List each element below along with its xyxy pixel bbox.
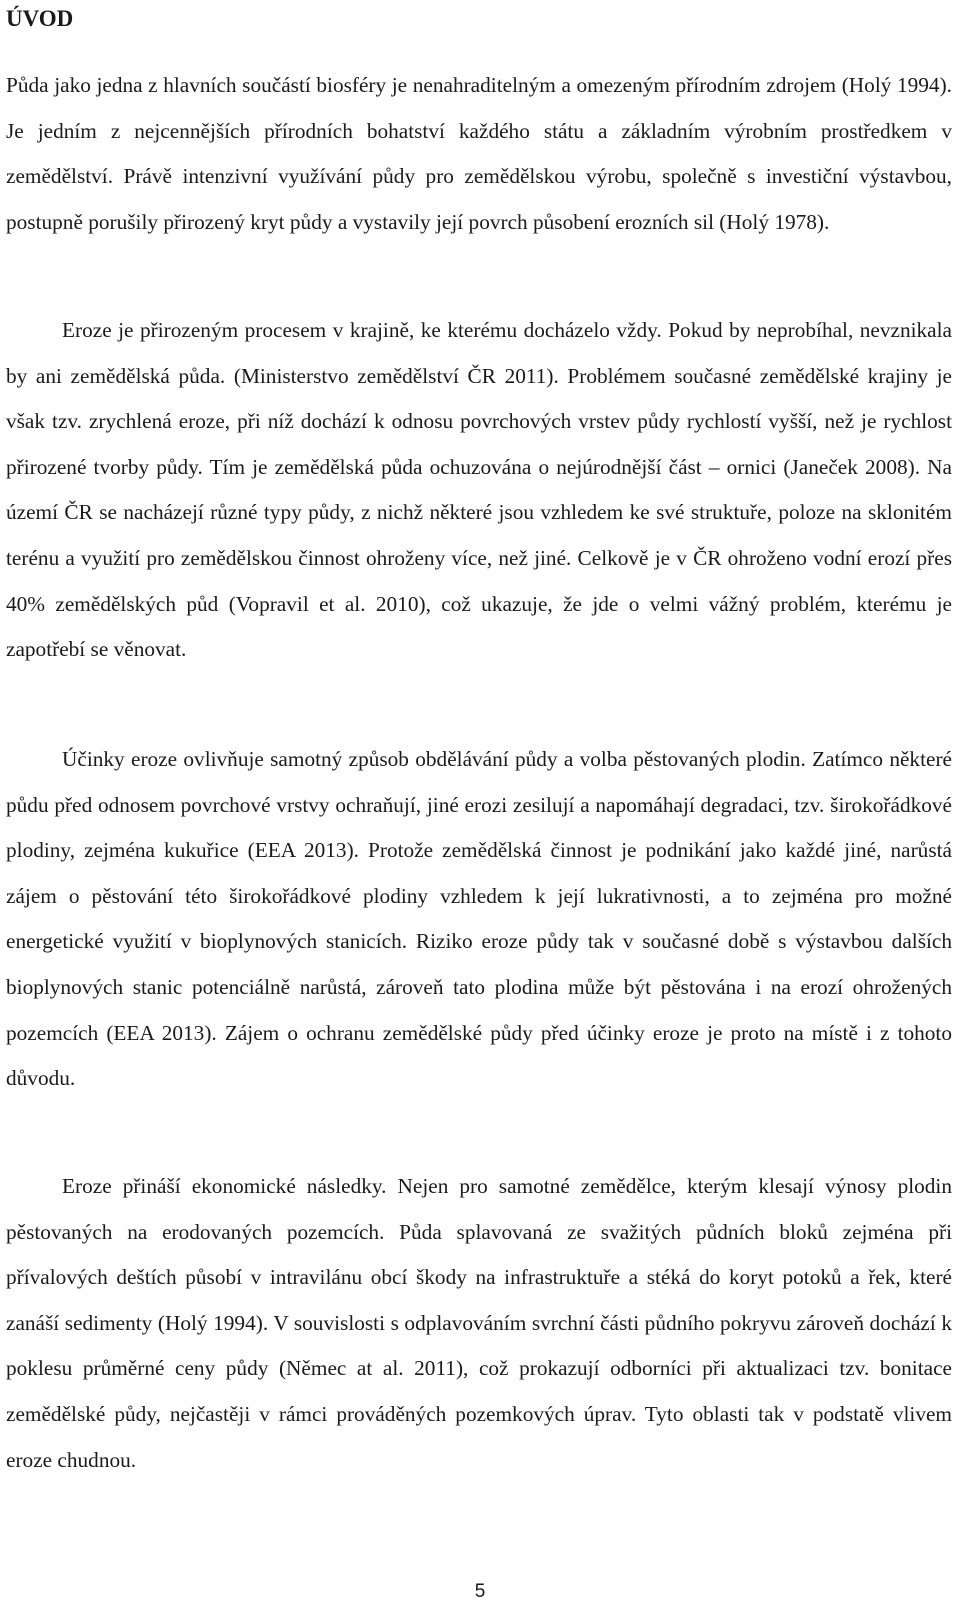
paragraph-2: Eroze je přirozeným procesem v krajině, ke kterému docházelo vždy. Pokud by neprobíhal, nevznikala by ani zemědělská půda. (Ministerstvo zemědělství ČR 2011). Problémem současné zemědělské krajiny je však tzv. zrychlená eroze, při níž dochází k odnosu povrchových vrstev půdy rychlostí vyšší, než je rychlost přirozené tvorby půdy. Tím je zemědělská půda ochuzována o nejúrodnější část – ornici (Janeček 2008). Na území ČR se nacházejí různé typy půdy, z nichž některé jsou vzhledem ke své struktuře, poloze na sklonitém terénu a využití pro zemědělskou činnost ohroženy více, než jiné. Celkově je v ČR ohroženo vodní erozí přes 40% zemědělských půd (Vopravil et al. 2010), což ukazuje, že jde o velmi vážný problém, kterému je zapotřebí se věnovat.	[6, 318, 952, 662]
paragraph-3: Účinky eroze ovlivňuje samotný způsob obdělávání půdy a volba pěstovaných plodin. Zatímco některé půdu před odnosem povrchové vrstvy ochraňují, jiné erozi zesilují a napomáhají degradaci, tzv. širokořádkové plodiny, zejména kukuřice (EEA 2013). Protože zemědělská činnost je podnikání jako každé jiné, narůstá zájem o pěstování této širokořádkové plodiny vzhledem k její lukrativnosti, a to zejména pro možné energetické využití v bioplynových stanicích. Riziko eroze půdy tak v současné době s výstavbou dalších bioplynových stanic potenciálně narůstá, zároveň tato plodina může být pěstována i na erozí ohrožených pozemcích (EEA 2013). Zájem o ochranu zemědělské půdy před účinky eroze je proto na místě i z tohoto důvodu.	[6, 747, 952, 1091]
section-heading: ÚVOD	[6, 6, 74, 31]
paragraph-4: Eroze přináší ekonomické následky. Nejen pro samotné zemědělce, kterým klesají výnosy plodin pěstovaných na erodovaných pozemcích. Půda splavovaná ze svažitých půdních bloků zejména při přívalových deštích působí v intravilánu obcí škody na infrastruktuře a stéká do koryt potoků a řek, které zanáší sedimenty (Holý 1994). V souvislosti s odplavováním svrchní části půdního pokryvu zároveň dochází k poklesu průměrné ceny půdy (Němec at al. 2011), což prokazují odborníci při aktualizaci tzv. bonitace zemědělské půdy, nejčastěji v rámci prováděných pozemkových úprav. Tyto oblasti tak v podstatě vlivem eroze chudnou.	[6, 1174, 952, 1472]
paragraph-1: Půda jako jedna z hlavních součástí biosféry je nenahraditelným a omezeným přírodním zdrojem (Holý 1994). Je jedním z nejcennějších přírodních bohatství každého státu a základním výrobním prostředkem v zemědělství. Právě intenzivní využívání půdy pro zemědělskou výrobu, společně s investiční výstavbou, postupně porušily přirozený kryt půdy a vystavily její povrch působení erozních sil (Holý 1978).	[6, 73, 952, 234]
page-number: 5	[474, 1581, 486, 1602]
